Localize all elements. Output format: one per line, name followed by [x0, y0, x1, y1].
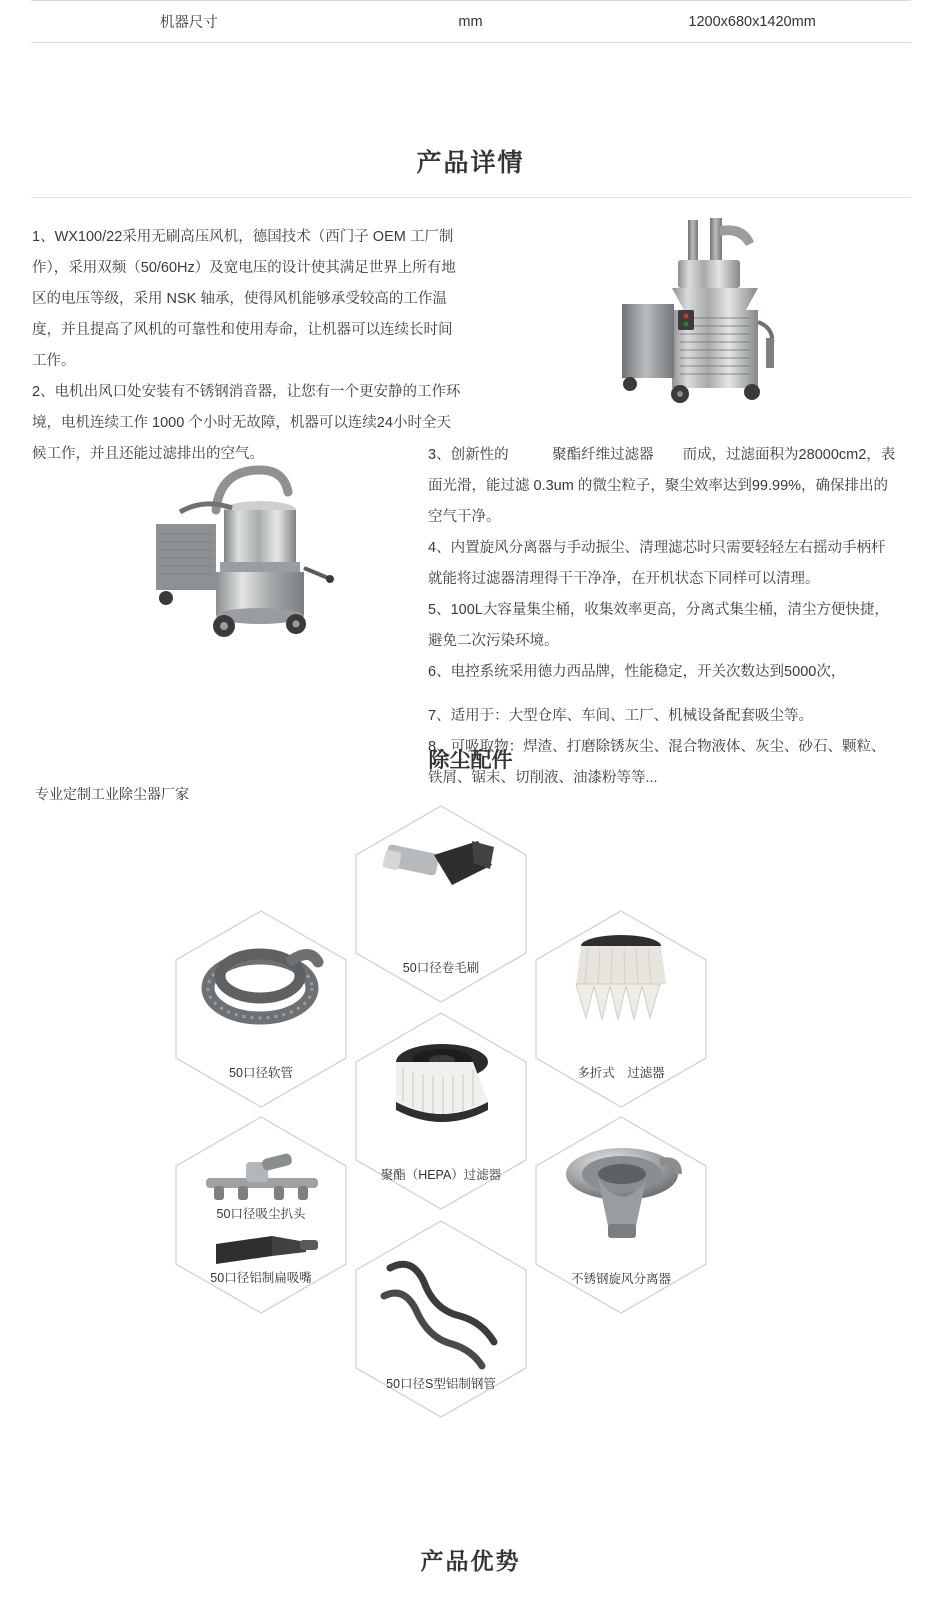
detail-paragraph-4: 4、内置旋风分离器与手动振尘、清理滤芯时只需要轻轻左右摇动手柄杆就能将过滤器清理得干干净净，在开机状态下同样可以清理。	[428, 540, 886, 587]
accessories-hex-grid	[0, 780, 941, 1450]
machine-photo-angled	[120, 450, 440, 635]
spec-value: 1200x680x1420mm	[594, 1, 911, 43]
cyclone-image	[552, 1140, 682, 1232]
s-tube-image	[378, 1248, 508, 1340]
hepa-filter-image	[381, 1040, 511, 1132]
brush-accessory-image	[376, 835, 506, 927]
accessories-title: 除尘配件	[428, 749, 513, 772]
hex-label-brush: 50口径卷毛刷	[402, 961, 480, 975]
detail-left-text	[32, 222, 464, 470]
pleated-filter-image	[556, 932, 686, 1024]
machine-photo-upright	[560, 218, 890, 408]
hex-label-s-tube: 50口径S型铝制钢管	[386, 1377, 496, 1391]
spec-table-wrap	[31, 0, 911, 43]
spec-table	[31, 0, 911, 43]
detail-paragraph-1: 1、WX100/22采用无刷高压风机，德国技术（西门子 OEM 工厂制作），采用双频（50/60Hz）及宽电压的设计使其满足世界上所有地区的电压等级，采用 NSK 轴承，使得风机能够承受较高的工作温度，并且提高了风机的可靠性和使用寿命，让机器可以连续长时间工作。	[32, 229, 456, 369]
hex-label-pleated-filter: 多折式 过滤器	[577, 1066, 665, 1080]
advantage-title: 产品优势	[420, 1548, 521, 1574]
detail-paragraph-6: 6、电控系统采用德力西品牌，性能稳定，开关次数达到5000次，	[428, 664, 846, 680]
hex-label-hose: 50口径软管	[229, 1066, 293, 1080]
title-divider	[31, 197, 911, 198]
hex-label-cyclone: 不锈钢旋风分离器	[570, 1272, 671, 1286]
spec-name: 机器尺寸	[31, 1, 348, 43]
detail-block-top	[0, 222, 941, 462]
detail-paragraph-7: 7、适用于：大型仓库、车间、工厂、机械设备配套吸尘等。	[428, 708, 814, 724]
page-title: 产品详情	[416, 149, 525, 177]
hose-accessory-image	[196, 938, 326, 1030]
hex-label-floor-tool: 50口径吸尘扒头	[216, 1207, 306, 1221]
detail-paragraph-3: 3、创新性的 聚酯纤维过滤器 而成，过滤面积为28000cm2，表面光滑，能过滤 0.3um 的微尘粒子，聚尘效率达到99.99%，确保排出的空气干净。	[428, 447, 896, 525]
machine-illustration-1	[560, 218, 890, 408]
detail-right-text	[428, 440, 898, 794]
spec-unit: mm	[347, 1, 593, 43]
table-row	[31, 1, 911, 43]
hex-label-hepa-filter: 聚酯（HEPA）过滤器	[380, 1168, 502, 1182]
detail-paragraph-5: 5、100L大容量集尘桶，收集效率更高，分离式集尘桶，清尘方便快捷，避免二次污染环境。	[428, 602, 889, 649]
floor-tool-image	[192, 1150, 322, 1242]
spec-table-body	[31, 1, 911, 43]
accessories-subtitle: 专业定制工业除尘器厂家	[35, 786, 189, 802]
hex-label-flat-nozzle: 50口径铝制扁吸嘴	[210, 1271, 312, 1285]
detail-paragraph-2: 2、电机出风口处安装有不锈钢消音器，让您有一个更安静的工作环境，电机连续工作 1000 个小时无故障，机器可以连续24小时全天候工作，并且还能过滤排出的空气。	[32, 384, 461, 462]
machine-illustration-2	[120, 450, 440, 640]
detail-paragraph-8: 8、可吸取物：焊渣、打磨除锈灰尘、混合物液体、灰尘、砂石、颗粒、铁屑、锯末、切削液、油漆粉等等...	[428, 739, 886, 786]
